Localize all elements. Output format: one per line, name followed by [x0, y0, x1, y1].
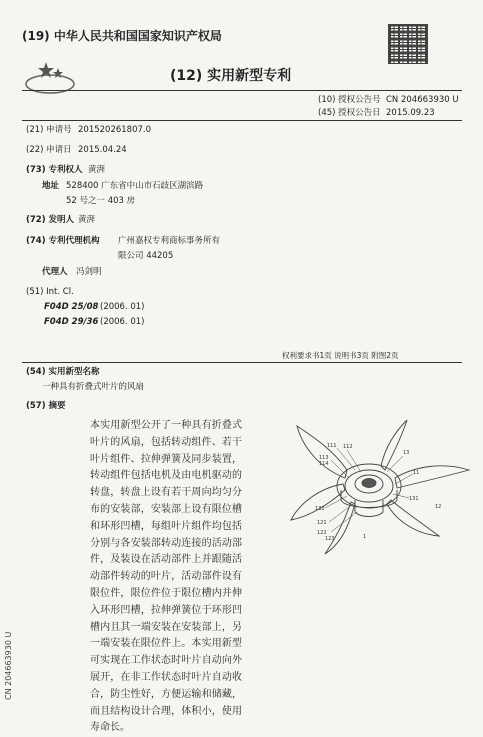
agency-line-1: 广州嘉权专利商标事务所有 [118, 236, 221, 246]
ipc-label: (51) Int. Cl. [26, 287, 74, 297]
biblio-rule [22, 120, 462, 121]
address-label: 地址 [42, 181, 60, 191]
figure-label: 113 [319, 455, 329, 461]
agency-line-2: 限公司 44205 [118, 251, 174, 261]
document-type: (12) 实用新型专利 [170, 68, 292, 84]
figure-label: 11 [413, 470, 420, 476]
abstract-text: 本实用新型公开了一种具有折叠式叶片的风扇，包括转动组件、若干叶片组件、拉伸弹簧及同步装置，转动组件包括电机及由电机驱动的转盘，转盘上设有若干周向均匀分布的安装部，安装部上设有限位槽和环形凹槽，每组叶片组件均包括分别与各安装部转动连接的活动部件，及装设在活动部件上并跟随活动部件转动的叶片，活动部件设有限位件，限位件位于限位槽内并伸入环形凹槽，拉伸弹簧位于环形凹槽内且其一端安装在安装部上，另一端安装在限位件上。本实用新型可实现在工作状态时叶片自动向外展开，在非工作状态时叶片自动收合，防尘性好，方便运输和储藏，而且结构设计合理，体积小，使用寿命长。 [90, 420, 242, 734]
abstract-label: (57) 摘要 [26, 401, 66, 411]
inventor-label: (72) 发明人 [26, 215, 75, 225]
fan-drawing [285, 408, 475, 558]
figure-label: 121 [317, 520, 327, 526]
figure-label: 132 [315, 506, 325, 512]
ipc-year-2: (2006. 01) [100, 317, 145, 327]
agent: 冯剑明 [76, 267, 102, 277]
figure-label: 114 [319, 461, 329, 467]
app-no-label: (21) 申请号 [26, 125, 72, 135]
holder: 黄湃 [88, 165, 106, 175]
figure-label: 112 [343, 444, 353, 450]
header-rule [22, 90, 462, 91]
pub-date: 2015.09.23 [386, 108, 435, 118]
ipc-code-1: F04D 25/08 [44, 302, 99, 312]
pub-number-label: (10) 授权公告号 [318, 95, 381, 105]
app-no: 201520261807.0 [78, 125, 152, 135]
ipc-year-1: (2006. 01) [100, 302, 145, 312]
app-date: 2015.04.24 [78, 145, 127, 155]
address-line-1: 528400 广东省中山市石歧区湖滨路 [66, 181, 204, 191]
holder-label: (73) 专利权人 [26, 165, 83, 175]
side-publication-code: CN 204663930 U [4, 631, 13, 700]
figure-label: 122 [317, 530, 327, 536]
pub-date-label: (45) 授权公告日 [318, 108, 381, 118]
qr-code-icon [388, 24, 428, 64]
figure-label: 1 [363, 534, 367, 540]
figure-label: 13 [403, 450, 410, 456]
ipc-code-2: F04D 29/36 [44, 317, 99, 327]
address-line-2: 52 号之一 403 房 [66, 196, 136, 206]
inventor: 黄湃 [78, 215, 96, 225]
agency-label: (74) 专利代理机构 [26, 236, 100, 246]
page-counts: 权利要求书1页 说明书3页 附图2页 [282, 351, 399, 360]
office-name: (19) 中华人民共和国国家知识产权局 [22, 29, 222, 43]
utility-model-title: 一种具有折叠式叶片的风扇 [42, 382, 145, 392]
title-label: (54) 实用新型名称 [26, 367, 100, 377]
app-date-label: (22) 申请日 [26, 145, 72, 155]
figure-label: 12 [435, 504, 442, 510]
agent-label: 代理人 [42, 267, 68, 277]
section-rule [22, 362, 462, 363]
pub-number: CN 204663930 U [386, 95, 459, 105]
figure-label: 111 [327, 443, 337, 449]
figure-label: 123 [325, 536, 335, 542]
figure-label: 131 [409, 496, 419, 502]
